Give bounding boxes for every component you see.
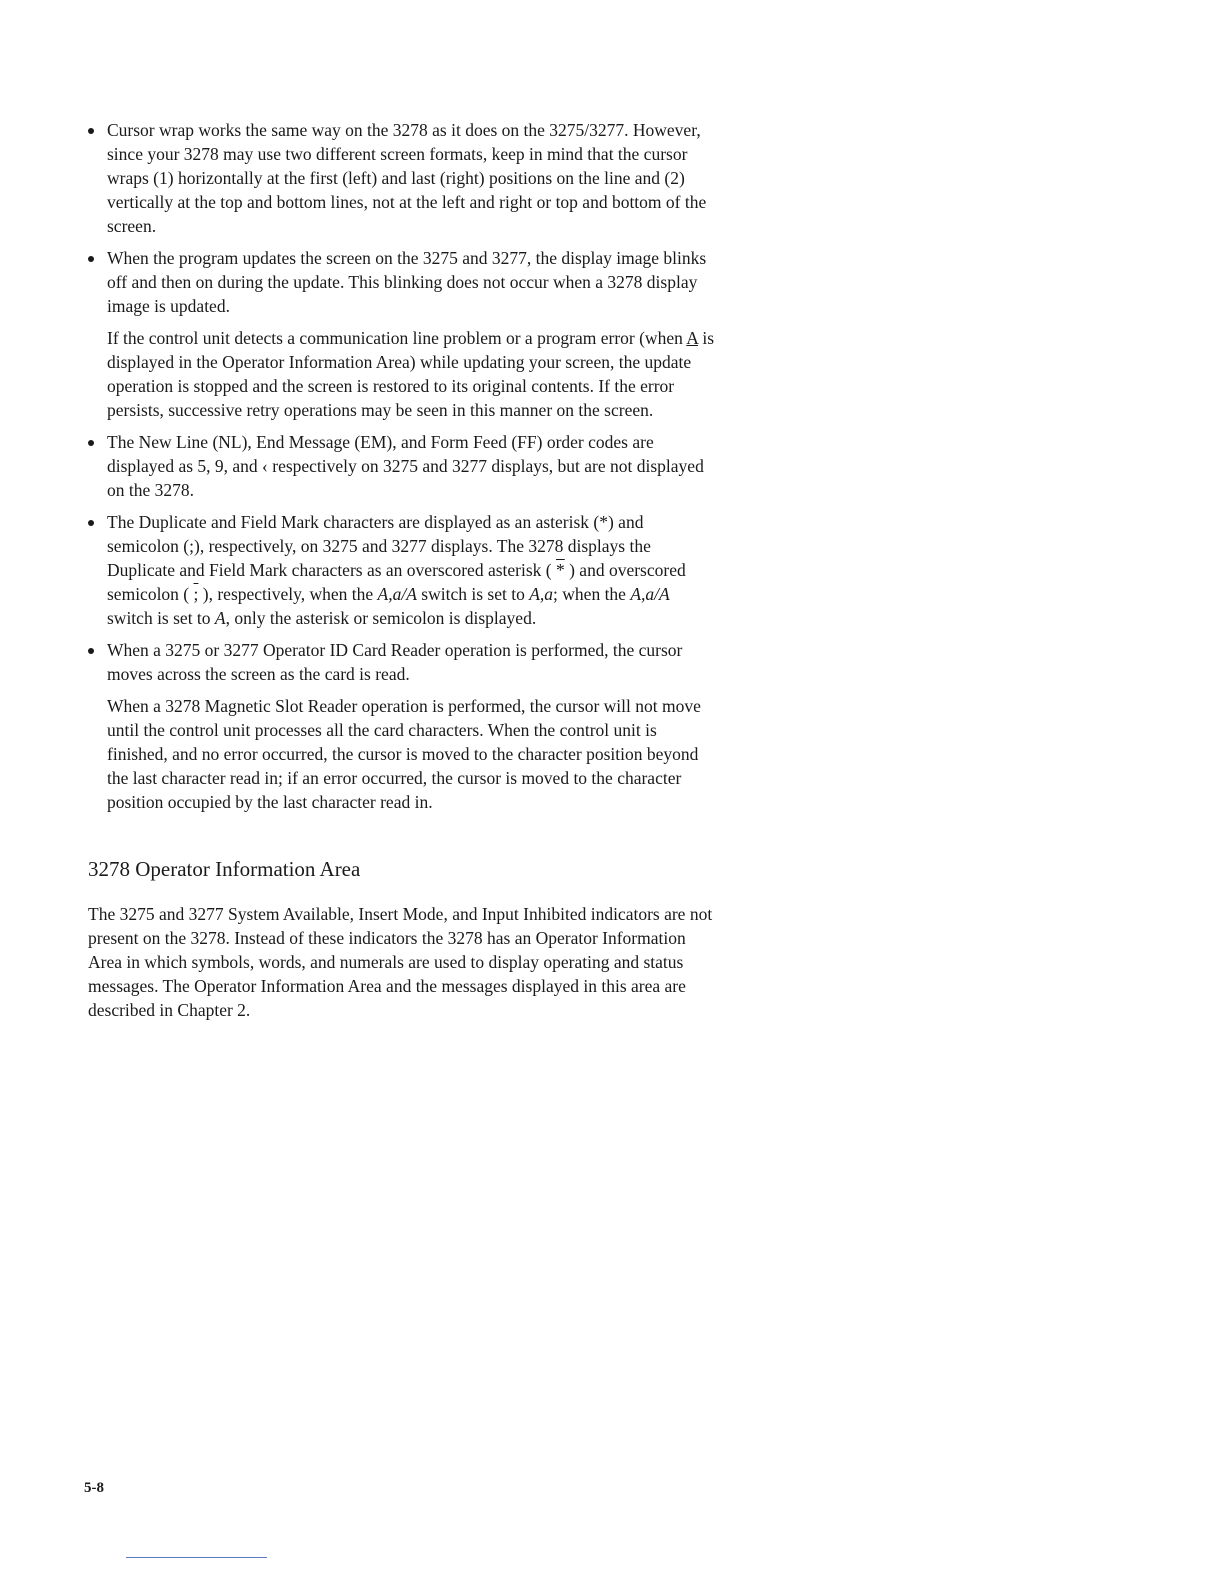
bullet-continuation-paragraph (107, 326, 718, 422)
bullet-paragraph: The New Line (NL), End Message (EM), and Form Feed (FF) order codes are displayed as 5, 9, and ‹ respectively on 3275 and 3277 displays, but are not displayed on the 3278. (107, 432, 704, 500)
text-span: ) and overscored semicolon ( (107, 560, 686, 604)
bullet-paragraph: When a 3275 or 3277 Operator ID Card Reader operation is performed, the cursor moves across the screen as the card is read. (107, 640, 683, 684)
text-span: ), respectively, when the (198, 584, 378, 604)
page-number: 5-8 (84, 1480, 104, 1496)
switch-setting: A (214, 608, 226, 628)
bullet-paragraph: When the program updates the screen on the 3275 and 3277, the display image blinks off and then on during the update. This blinking does not occur when a 3278 display image is updated. (107, 248, 707, 316)
bullet-item-cursor-wrap (88, 118, 718, 238)
bullet-item-card-reader (88, 638, 718, 814)
text-span: , only the asterisk or semicolon is displayed. (225, 608, 537, 628)
text-span: switch is set to (416, 584, 530, 604)
bullet-dot-icon (88, 256, 94, 262)
text-span: The Duplicate and Field Mark characters are displayed as an asterisk (*) and semicolon (;), respectively, on 3275 and 3277 displays. The 3278 displays the Duplicate and Field Mark characters as an overscored asterisk ( (107, 512, 651, 580)
switch-setting: A,a (529, 584, 554, 604)
switch-label: A,a/A (377, 584, 417, 604)
bullet-dot-icon (88, 648, 94, 654)
text-span: is displayed in the Operator Information Area) while updating your screen, the update operation is stopped and the screen is restored to its original contents. If the error persists, successive retry operations may be seen in this manner on the screen. (107, 328, 715, 420)
bullet-list (88, 118, 718, 814)
text-span: If the control unit detects a communication line problem or a program error (when (107, 328, 687, 348)
switch-label: A,a/A (630, 584, 670, 604)
overscored-asterisk-symbol: * (555, 560, 565, 580)
bullet-dot-icon (88, 440, 94, 446)
footer-divider (126, 1557, 267, 1558)
section-heading: 3278 Operator Information Area (88, 857, 361, 881)
overscored-semicolon-symbol: ; (193, 584, 199, 604)
bullet-item-order-codes (88, 430, 718, 502)
bullet-item-duplicate-field-mark (88, 510, 718, 630)
text-span: ; when the (553, 584, 631, 604)
program-check-symbol: A (686, 328, 698, 348)
bullet-item-screen-update (88, 246, 718, 422)
text-span: switch is set to (107, 608, 215, 628)
bullet-continuation-paragraph: When a 3278 Magnetic Slot Reader operation is performed, the cursor will not move until the control unit processes all the card characters. When the control unit is finished, and no error occurred, the cursor is moved to the character position beyond the last character read in; if an error occurred, the cursor is moved to the character position occupied by the last character read in. (107, 696, 701, 812)
bullet-paragraph (107, 510, 718, 630)
bullet-dot-icon (88, 520, 94, 526)
bullet-paragraph: Cursor wrap works the same way on the 3278 as it does on the 3275/3277. However, since your 3278 may use two different screen formats, keep in mind that the cursor wraps (1) horizontally at the first (left) and last (right) positions on the line and (2) vertically at the top and bottom lines, not at the left and right or top and bottom of the screen. (107, 120, 707, 236)
section-body-paragraph: The 3275 and 3277 System Available, Insert Mode, and Input Inhibited indicators are not present on the 3278. Instead of these indicators the 3278 has an Operator Information Area in which symbols, words, and numerals are used to display operating and status messages. The Operator Information Area and the messages displayed in this area are described in Chapter 2. (88, 904, 713, 1020)
page-content (88, 118, 718, 1022)
bullet-dot-icon (88, 128, 94, 134)
